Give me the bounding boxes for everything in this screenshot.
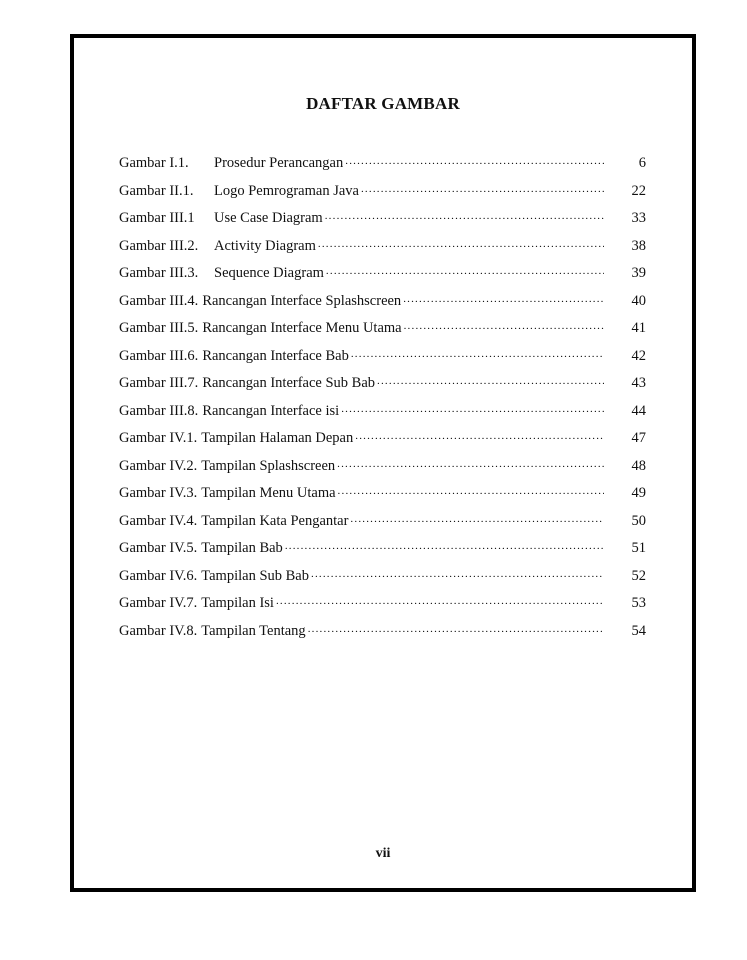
- figure-number: Gambar III.4.: [119, 292, 199, 309]
- figure-entry: [119, 485, 646, 513]
- dot-leader: [361, 183, 604, 195]
- dot-leader: [326, 265, 604, 277]
- figure-number: Gambar IV.4.: [119, 512, 198, 529]
- figure-entry-text: [119, 623, 606, 640]
- page-title: DAFTAR GAMBAR: [306, 94, 460, 113]
- figure-page-number: 54: [631, 622, 646, 639]
- figure-caption: Tampilan Sub Bab: [201, 567, 309, 584]
- figure-entry: [119, 155, 646, 183]
- figure-entry: [119, 595, 646, 623]
- figure-page-number: 53: [631, 595, 646, 611]
- page-number: vii: [375, 846, 391, 861]
- figure-caption: Activity Diagram: [214, 237, 316, 254]
- figure-caption: Tampilan Halaman Depan: [201, 430, 354, 446]
- figure-caption: Tampilan Bab: [201, 540, 283, 556]
- figure-page-number: 48: [631, 457, 646, 474]
- figure-entry-text: [119, 430, 606, 447]
- dot-leader: [311, 568, 604, 580]
- figure-entry-text: [119, 265, 606, 282]
- dot-leader: [341, 403, 604, 415]
- dot-leader: [338, 485, 604, 497]
- figure-caption: Use Case Diagram: [214, 210, 323, 226]
- dot-leader: [337, 458, 604, 470]
- figure-caption: Logo Pemrograman Java: [214, 182, 359, 199]
- figure-number: Gambar III.8.: [119, 402, 199, 419]
- figure-page-number: 22: [631, 182, 646, 199]
- figure-number: Gambar IV.3.: [119, 485, 198, 501]
- figure-entry-text: [119, 238, 606, 255]
- dot-leader: [345, 155, 604, 167]
- figure-number: Gambar IV.8.: [119, 622, 198, 639]
- figure-page-number: 49: [631, 485, 646, 501]
- figure-page-number: 39: [631, 265, 646, 281]
- figure-caption: Tampilan Splashscreen: [201, 457, 336, 474]
- figure-entry-text: [119, 155, 606, 172]
- dot-leader: [403, 293, 604, 305]
- figure-caption: Rancangan Interface Bab: [202, 347, 349, 364]
- figure-entry: [119, 568, 646, 596]
- figure-entry: [119, 183, 646, 211]
- dot-leader: [351, 348, 604, 360]
- dot-leader: [350, 513, 604, 525]
- figure-page-number: 50: [631, 512, 646, 529]
- figure-page-number: 33: [631, 210, 646, 226]
- figure-entry: [119, 238, 646, 266]
- dot-leader: [404, 320, 604, 332]
- figure-entry-text: [119, 210, 606, 227]
- figure-entry: [119, 375, 646, 403]
- figure-caption: Tampilan Tentang: [201, 622, 306, 639]
- figure-number: Gambar III.3.: [119, 265, 199, 281]
- figure-entry: [119, 430, 646, 458]
- figure-entry-text: [119, 568, 606, 585]
- figure-entry-text: [119, 375, 606, 392]
- figure-page-number: 43: [631, 375, 646, 391]
- figure-entry-text: [119, 348, 606, 365]
- figure-entry-text: [119, 485, 606, 502]
- figure-entry: [119, 513, 646, 541]
- dot-leader: [318, 238, 604, 250]
- dot-leader: [285, 540, 604, 552]
- figure-page-number: 52: [631, 567, 646, 584]
- dot-leader: [308, 623, 604, 635]
- figure-entry-text: [119, 458, 606, 475]
- figure-entry: [119, 458, 646, 486]
- figure-page-number: 6: [638, 155, 646, 171]
- figure-entry: [119, 540, 646, 568]
- figure-entry: [119, 623, 646, 651]
- figure-caption: Tampilan Menu Utama: [201, 485, 336, 501]
- figure-entry: [119, 403, 646, 431]
- dot-leader: [355, 430, 604, 442]
- figure-entry: [119, 265, 646, 293]
- figure-page-number: 38: [631, 237, 646, 254]
- figure-caption: Rancangan Interface Sub Bab: [202, 375, 376, 391]
- figure-entry-text: [119, 595, 606, 612]
- figure-page-number: 51: [631, 540, 646, 556]
- figure-page-number: 40: [631, 292, 646, 309]
- figure-entry: [119, 210, 646, 238]
- figure-list: [119, 155, 646, 650]
- figure-number: Gambar IV.5.: [119, 540, 198, 556]
- figure-number: Gambar III.7.: [119, 375, 199, 391]
- dot-leader: [377, 375, 604, 387]
- figure-number: Gambar III.1: [119, 210, 195, 226]
- figure-number: Gambar III.5.: [119, 320, 199, 336]
- figure-number: Gambar I.1.: [119, 155, 189, 171]
- figure-number: Gambar III.2.: [119, 237, 199, 254]
- figure-entry-text: [119, 540, 606, 557]
- figure-entry: [119, 348, 646, 376]
- page-border: [70, 34, 696, 892]
- figure-number: Gambar IV.1.: [119, 430, 198, 446]
- figure-page-number: 42: [631, 347, 646, 364]
- figure-caption: Prosedur Perancangan: [214, 155, 344, 171]
- figure-number: Gambar III.6.: [119, 347, 199, 364]
- figure-caption: Tampilan Isi: [201, 595, 274, 611]
- figure-number: Gambar IV.6.: [119, 567, 198, 584]
- dot-leader: [325, 210, 604, 222]
- figure-page-number: 44: [631, 402, 646, 419]
- figure-caption: Sequence Diagram: [214, 265, 324, 281]
- figure-caption: Rancangan Interface isi: [202, 402, 340, 419]
- figure-number: Gambar IV.7.: [119, 595, 198, 611]
- figure-entry-text: [119, 183, 606, 200]
- figure-entry-text: [119, 320, 606, 337]
- figure-page-number: 47: [631, 430, 646, 446]
- dot-leader: [276, 595, 604, 607]
- figure-entry-text: [119, 293, 606, 310]
- figure-entry-text: [119, 513, 606, 530]
- figure-entry: [119, 320, 646, 348]
- figure-entry-text: [119, 403, 606, 420]
- figure-entry: [119, 293, 646, 321]
- figure-number: Gambar II.1.: [119, 182, 194, 199]
- figure-caption: Tampilan Kata Pengantar: [201, 512, 349, 529]
- figure-caption: Rancangan Interface Menu Utama: [202, 320, 402, 336]
- figure-number: Gambar IV.2.: [119, 457, 198, 474]
- figure-page-number: 41: [631, 320, 646, 336]
- figure-caption: Rancangan Interface Splashscreen: [202, 292, 402, 309]
